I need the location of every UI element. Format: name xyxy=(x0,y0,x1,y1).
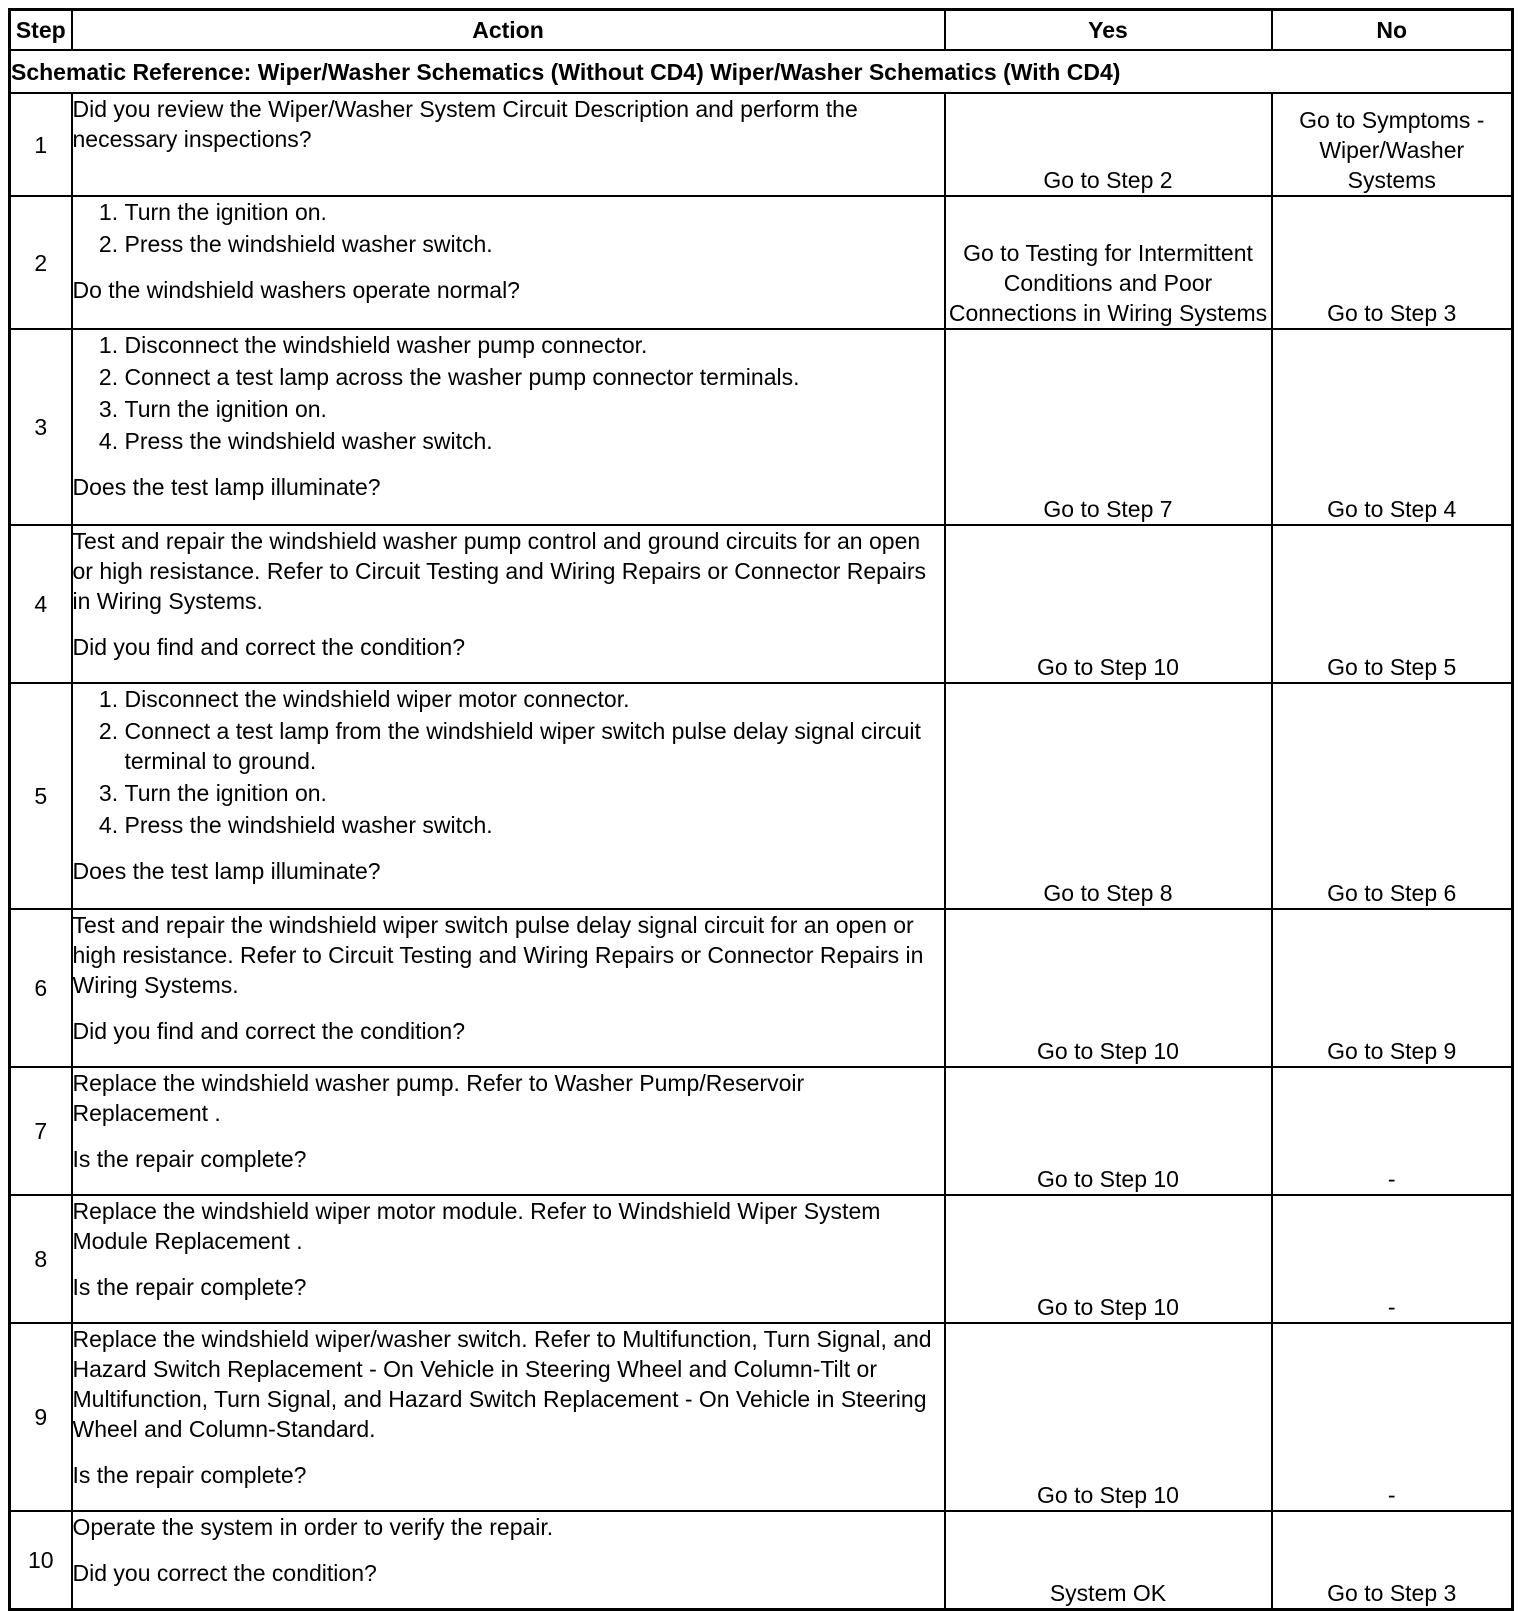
header-yes: Yes xyxy=(945,10,1272,51)
action-cell xyxy=(72,1067,945,1195)
action-question: Did you correct the condition? xyxy=(72,1560,377,1586)
action-steps xyxy=(73,197,944,259)
diagnostic-table-wrapper xyxy=(8,8,1514,1611)
yes-cell: Go to Step 8 xyxy=(945,683,1272,909)
action-question: Is the repair complete? xyxy=(72,1274,307,1300)
action-step: 1. Turn the ignition on. xyxy=(125,197,944,227)
step-number: 6 xyxy=(10,909,72,1067)
action-text: Test and repair the windshield wiper switch pulse delay signal circuit for an open or high resistance. Refer to Circuit Testing and Wiring Repairs or Connector Repairs in Wiring Systems. xyxy=(72,912,924,998)
action-cell xyxy=(72,329,945,525)
action-text: Operate the system in order to verify the repair. xyxy=(72,1514,554,1540)
action-step: 4. Press the windshield washer switch. xyxy=(125,426,944,456)
header-action: Action xyxy=(72,10,945,51)
step-number: 3 xyxy=(10,329,72,525)
step-number: 5 xyxy=(10,683,72,909)
action-question: Does the test lamp illuminate? xyxy=(72,858,381,884)
action-step: 3. Turn the ignition on. xyxy=(125,394,944,424)
table-row xyxy=(10,93,1513,196)
no-cell: Go to Step 3 xyxy=(1272,1511,1513,1609)
action-step: 2. Press the windshield washer switch. xyxy=(125,229,944,259)
no-cell: Go to Step 9 xyxy=(1272,909,1513,1067)
yes-cell: Go to Step 2 xyxy=(945,93,1272,196)
action-cell xyxy=(72,909,945,1067)
action-text: Replace the windshield wiper/washer switch. Refer to Multifunction, Turn Signal, and Hazard Switch Replacement - On Vehicle in Steering Wheel and Column-Tilt or Multifunction, Turn Signal, and Hazard Switch Replacement - On Vehicle in Steering Wheel and Column-Standard. xyxy=(72,1326,932,1442)
no-cell: Go to Step 6 xyxy=(1272,683,1513,909)
action-cell xyxy=(72,683,945,909)
header-step: Step xyxy=(10,10,72,51)
table-row xyxy=(10,525,1513,683)
diagnostic-table xyxy=(8,8,1514,1611)
no-cell: Go to Symptoms - Wiper/Washer Systems xyxy=(1272,93,1513,196)
action-step: 3. Turn the ignition on. xyxy=(125,778,944,808)
yes-cell: Go to Step 10 xyxy=(945,1323,1272,1511)
action-cell xyxy=(72,196,945,329)
header-no: No xyxy=(1272,10,1513,51)
action-question: Is the repair complete? xyxy=(72,1462,307,1488)
step-number: 9 xyxy=(10,1323,72,1511)
yes-cell: Go to Step 10 xyxy=(945,1067,1272,1195)
action-cell xyxy=(72,1511,945,1609)
action-text: Test and repair the windshield washer pump control and ground circuits for an open or high resistance. Refer to Circuit Testing and Wiring Repairs or Connector Repairs in Wiring Systems. xyxy=(72,528,927,614)
no-cell: - xyxy=(1272,1195,1513,1323)
table-row xyxy=(10,909,1513,1067)
schematic-reference: Schematic Reference: Wiper/Washer Schematics (Without CD4) Wiper/Washer Schematics (With CD4) xyxy=(10,50,1513,93)
action-step: 4. Press the windshield washer switch. xyxy=(125,810,944,840)
yes-cell: System OK xyxy=(945,1511,1272,1609)
header-row xyxy=(10,10,1513,51)
action-step: 1. Disconnect the windshield wiper motor connector. xyxy=(125,684,944,714)
action-question: Did you find and correct the condition? xyxy=(72,634,466,660)
step-number: 10 xyxy=(10,1511,72,1609)
action-question: Is the repair complete? xyxy=(72,1146,307,1172)
yes-cell: Go to Step 10 xyxy=(945,525,1272,683)
table-row xyxy=(10,1195,1513,1323)
table-row xyxy=(10,196,1513,329)
yes-cell: Go to Step 7 xyxy=(945,329,1272,525)
action-steps xyxy=(73,330,944,456)
action-step: 1. Disconnect the windshield washer pump connector. xyxy=(125,330,944,360)
action-text: Did you review the Wiper/Washer System Circuit Description and perform the necessary inspections? xyxy=(72,96,858,152)
no-cell: - xyxy=(1272,1323,1513,1511)
schematic-reference-row xyxy=(10,50,1513,93)
action-question: Did you find and correct the condition? xyxy=(72,1018,466,1044)
step-number: 4 xyxy=(10,525,72,683)
table-row xyxy=(10,1511,1513,1609)
step-number: 7 xyxy=(10,1067,72,1195)
action-text: Replace the windshield washer pump. Refer to Washer Pump/Reservoir Replacement . xyxy=(72,1070,805,1126)
step-number: 1 xyxy=(10,93,72,196)
table-row xyxy=(10,329,1513,525)
no-cell: Go to Step 5 xyxy=(1272,525,1513,683)
step-number: 2 xyxy=(10,196,72,329)
step-number: 8 xyxy=(10,1195,72,1323)
action-cell xyxy=(72,525,945,683)
action-cell xyxy=(72,1195,945,1323)
action-step: 2. Connect a test lamp across the washer pump connector terminals. xyxy=(125,362,944,392)
yes-cell: Go to Step 10 xyxy=(945,1195,1272,1323)
yes-cell: Go to Testing for Intermittent Conditions and Poor Connections in Wiring Systems xyxy=(945,196,1272,329)
table-row xyxy=(10,1323,1513,1511)
yes-cell: Go to Step 10 xyxy=(945,909,1272,1067)
no-cell: - xyxy=(1272,1067,1513,1195)
table-row xyxy=(10,1067,1513,1195)
no-cell: Go to Step 3 xyxy=(1272,196,1513,329)
action-step: 2. Connect a test lamp from the windshield wiper switch pulse delay signal circuit terminal to ground. xyxy=(125,716,944,776)
action-question: Do the windshield washers operate normal? xyxy=(72,277,520,303)
action-cell xyxy=(72,1323,945,1511)
action-question: Does the test lamp illuminate? xyxy=(72,474,381,500)
action-steps xyxy=(73,684,944,840)
action-cell xyxy=(72,93,945,196)
action-text: Replace the windshield wiper motor module. Refer to Windshield Wiper System Module Replacement . xyxy=(72,1198,881,1254)
no-cell: Go to Step 4 xyxy=(1272,329,1513,525)
table-row xyxy=(10,683,1513,909)
